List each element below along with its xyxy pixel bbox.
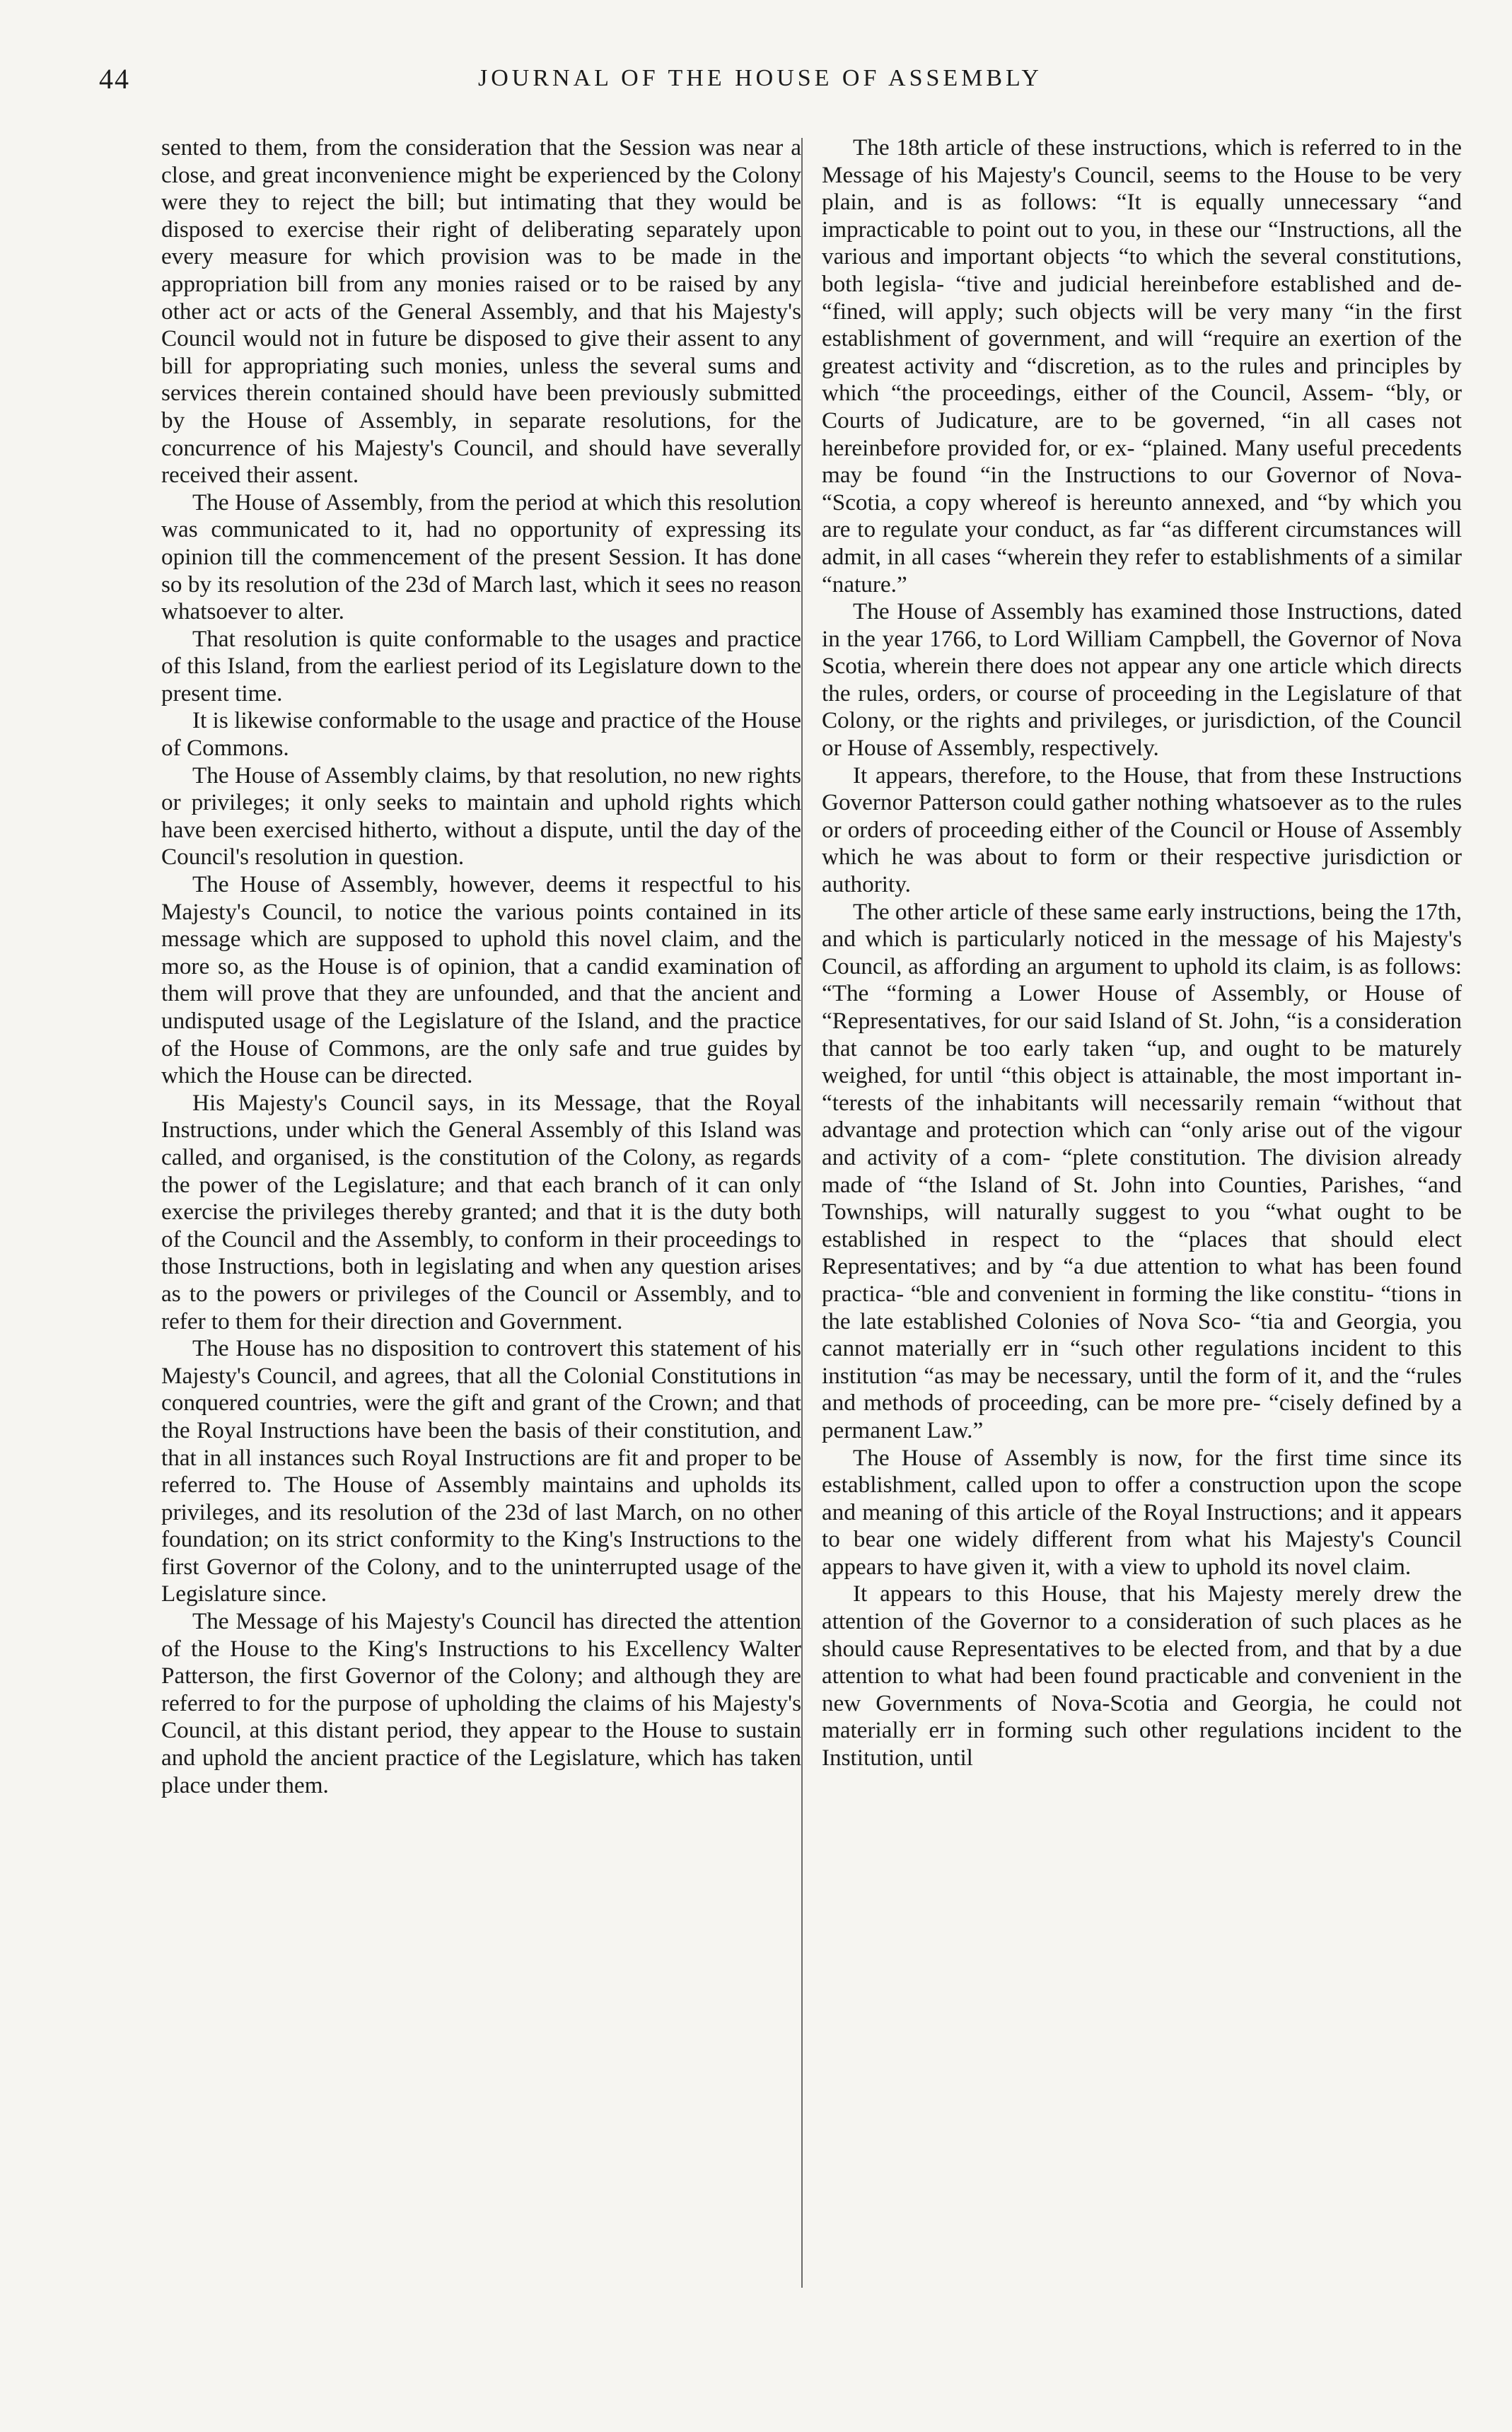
paragraph: It appears to this House, that his Majesty merely drew the attention of the Governor to a consideration of such places as he should cause Representatives to be elected from, and that by a due attention to what had been found practicable and convenient in the new Governments of Nova-Scotia and Georgia, he could not materially err in forming such other regulations incident to the Institution, until: [822, 1581, 1462, 1771]
paragraph: The House of Assembly, however, deems it respectful to his Majesty's Council, to notice the various points contained in its message which are supposed to uphold this novel claim, and the more so, as the House is of opinion, that a candid examination of them will prove that they are unfounded, and that the ancient and undisputed usage of the Legislature of the Island, and the practice of the House of Commons, are the only safe and true guides by which the House can be directed.: [161, 871, 801, 1089]
right-column: [822, 134, 1462, 1772]
paragraph: It is likewise conformable to the usage and practice of the House of Commons.: [161, 707, 801, 762]
paragraph: It appears, therefore, to the House, that from these Instructions Governor Patterson could gather nothing whatsoever as to the rules or orders of proceeding either of the Council or House of Assembly which he was about to form or their respective jurisdiction or authority.: [822, 762, 1462, 898]
paragraph: The Message of his Majesty's Council has directed the attention of the House to the King's Instructions to his Excellency Walter Patterson, the first Governor of the Colony; and although they are referred to for the purpose of upholding the claims of his Majesty's Council, at this distant period, they appear to the House to sustain and uphold the ancient practice of the Legislature, which has taken place under them.: [161, 1608, 801, 1798]
paragraph: That resolution is quite conformable to the usages and practice of this Island, from the earliest period of its Legislature down to the present time.: [161, 625, 801, 706]
paragraph: The 18th article of these instructions, which is referred to in the Message of his Majesty's Council, seems to the House to be very plain, and is as follows: “It is equally unnecessary “and impracticable to point out to you, in these our “Instructions, all the various and important objects “to which the several constitutions, both legisla- “tive and judicial hereinbefore established and de- “fined, will apply; such objects will be very many “in the first establishment of government, and will “require an exertion of the greatest activity and “discretion, as to the rules and principles by which “the proceedings, either of the Council, Assem- “bly, or Courts of Judicature, are to be governed, “in all cases not hereinbefore provided for, or ex- “plained. Many useful precedents may be found “in the Instructions to our Governor of Nova- “Scotia, a copy whereof is hereunto annexed, and “by which you are to regulate your conduct, as far “as different circumstances will admit, in all cases “wherein they refer to establishments of a similar “nature.”: [822, 134, 1462, 598]
page-title: JOURNAL OF THE HOUSE OF ASSEMBLY: [478, 65, 1042, 91]
column-divider: [801, 138, 803, 2288]
page-number: 44: [99, 63, 130, 95]
paragraph: sented to them, from the consideration that the Session was near a close, and great inconvenience might be experienced by the Colony were they to reject the bill; but intimating that they would be disposed to exercise their right of deliberating separately upon every measure for which provision was to be made in the appropriation bill from any monies raised or to be raised by any other act or acts of the General Assembly, and that his Majesty's Council would not in future be disposed to give their assent to any bill for appropriating such monies, unless the several sums and services therein contained should have been previously submitted by the House of Assembly, in separate resolutions, for the concurrence of his Majesty's Council, and should have severally received their assent.: [161, 134, 801, 489]
paragraph: The other article of these same early instructions, being the 17th, and which is particularly noticed in the message of his Majesty's Council, as affording an argument to uphold its claim, is as follows: “The “forming a Lower House of Assembly, or House of “Representatives, for our said Island of St. John, “is a consideration that cannot be too early taken “up, and ought to be maturely weighed, for until “this object is attainable, the most important in- “terests of the inhabitants will necessarily remain “without that advantage and protection which can “only arise out of the vigour and activity of a com- “plete constitution. The division already made of “the Island of St. John into Counties, Parishes, “and Townships, will naturally suggest to you “what ought to be established in respect to the “places that should elect Representatives; and by “a due attention to what has been found practica- “ble and convenient in forming the like constitu- “tions in the late established Colonies of Nova Sco- “tia and Georgia, you cannot materially err in “such other regulations incident to this institution “as may be necessary, until the form of it, and the “rules and methods of proceeding, can be more pre- “cisely defined by a permanent Law.”: [822, 898, 1462, 1443]
paragraph: The House of Assembly, from the period at which this resolution was communicated to it, had no opportunity of expressing its opinion till the commencement of the present Session. It has done so by its resolution of the 23d of March last, which it sees no reason whatsoever to alter.: [161, 489, 801, 625]
paragraph: His Majesty's Council says, in its Message, that the Royal Instructions, under which the General Assembly of this Island was called, and organised, is the constitution of the Colony, as regards the power of the Legislature; and that each branch of it can only exercise the privileges thereby granted; and that it is the duty both of the Council and the Assembly, to conform in their proceedings to those Instructions, both in legislating and when any question arises as to the powers or privileges of the Council or Assembly, and to refer to them for their direction and Government.: [161, 1089, 801, 1334]
paragraph: The House of Assembly is now, for the first time since its establishment, called upon to offer a construction upon the scope and meaning of this article of the Royal Instructions; and it appears to bear one widely different from what his Majesty's Council appears to have given it, with a view to uphold its novel claim.: [822, 1444, 1462, 1580]
paragraph: The House of Assembly has examined those Instructions, dated in the year 1766, to Lord William Campbell, the Governor of Nova Scotia, wherein there does not appear any one article which directs the rules, orders, or course of proceeding in the Legislature of that Colony, or the rights and privileges, or jurisdiction, of the Council or House of Assembly, respectively.: [822, 598, 1462, 762]
left-column: [161, 134, 801, 1799]
running-head: [99, 62, 1421, 112]
paragraph: The House has no disposition to controvert this statement of his Majesty's Council, and agrees, that all the Colonial Constitutions in conquered countries, were the gift and grant of the Crown; and that the Royal Instructions have been the basis of their constitution, and that in all instances such Royal Instructions are fit and proper to be referred to. The House of Assembly maintains and upholds its privileges, and its resolution of the 23d of last March, on no other foundation; on its strict conformity to the King's Instructions to the first Governor of the Colony, and to the uninterrupted usage of the Legislature since.: [161, 1335, 801, 1607]
paragraph: The House of Assembly claims, by that resolution, no new rights or privileges; it only seeks to maintain and uphold rights which have been exercised hitherto, without a dispute, until the day of the Council's resolution in question.: [161, 762, 801, 871]
